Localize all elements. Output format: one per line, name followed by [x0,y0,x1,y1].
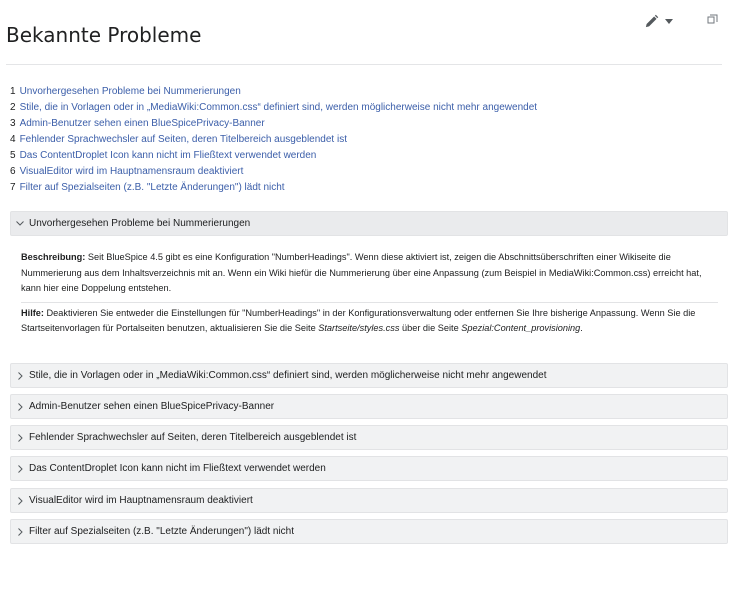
toc-link[interactable]: VisualEditor wird im Hauptnamensraum deaktiviert [19,166,244,177]
accordion-title: Das ContentDroplet Icon kann nicht im Fließtext verwendet werden [29,463,326,474]
accordion-open-section [10,211,728,337]
help-text: über die Seite [399,323,462,333]
accordion-section [10,519,728,544]
accordion-header[interactable] [10,363,728,388]
help-page-reference: Startseite/styles.css [318,323,400,333]
description-text: Seit BlueSpice 4.5 gibt es eine Konfiguration "NumberHeadings". Wenn diese aktiviert ist, zeigen die Abschnittsüberschriften einer Wikiseite die Nummerierung aus dem Inhaltsverzeichnis mit an. Wenn ein Wiki hiefür die Nummerierung über eine Anpassung (zum Beispiel in MediaWiki:Common.css) erreicht hat, kann hier eine Doppelung entstehen. [21,252,702,293]
description-paragraph [21,250,718,297]
toc-number: 1 [10,86,16,97]
toc-number: 3 [10,118,16,129]
accordion-section [10,394,728,419]
accordion-header[interactable] [10,394,728,419]
chevron-right-icon [11,528,29,536]
toc-number: 7 [10,182,16,193]
accordion-title: Admin-Benutzer sehen einen BlueSpicePrivacy-Banner [29,401,275,412]
section-divider [21,302,718,303]
chevron-down-icon [11,221,29,226]
accordion-header[interactable] [10,488,728,513]
chevron-down-icon [665,19,673,24]
toc-number: 5 [10,150,16,161]
chevron-right-icon [11,465,29,473]
toc-link[interactable]: Admin-Benutzer sehen einen BlueSpicePrivacy-Banner [19,118,265,129]
accordion-title: Filter auf Spezialseiten (z.B. "Letzte Änderungen") lädt nicht [29,526,295,537]
toc-item [10,132,537,148]
accordion-title: Fehlender Sprachwechsler auf Seiten, deren Titelbereich ausgeblendet ist [29,432,357,443]
chevron-right-icon [11,372,29,380]
accordion-section [10,488,728,513]
toc-item [10,164,537,180]
help-text: . [580,323,583,333]
help-paragraph [21,306,718,337]
help-text: Deaktivieren Sie entweder die Einstellungen für "NumberHeadings" in der Konfigurationsverwaltung oder entfernen Sie Ihre bisherige Anpassung. Wenn Sie die Startseitenvorlagen für Portalseiten benutzen, aktualisieren Sie die Seite [21,307,696,333]
accordion-title: Unvorhergesehen Probleme bei Nummerierungen [29,218,251,229]
toc-number: 6 [10,166,16,177]
accordion-section [10,363,728,388]
toc-link[interactable]: Unvorhergesehen Probleme bei Nummerierungen [19,86,241,97]
accordion-section [10,425,728,450]
fullscreen-icon [707,14,718,25]
title-divider [6,64,722,65]
accordion-title: Stile, die in Vorlagen oder in „MediaWiki:Common.css“ definiert sind, werden möglicherweise nicht mehr angewendet [29,370,547,381]
accordion-header[interactable] [10,425,728,450]
toc-link[interactable]: Das ContentDroplet Icon kann nicht im Fließtext verwendet werden [19,150,317,161]
toc-link[interactable]: Fehlender Sprachwechsler auf Seiten, deren Titelbereich ausgeblendet ist [19,134,347,145]
accordion-header[interactable] [10,519,728,544]
description-label: Beschreibung: [21,252,86,262]
page-tools [644,12,718,30]
fullscreen-button[interactable] [707,12,718,30]
pencil-icon [644,14,659,29]
accordion-title: VisualEditor wird im Hauptnamensraum deaktiviert [29,495,253,506]
toc-item [10,148,537,164]
accordion-header[interactable] [10,211,728,236]
table-of-contents [10,84,537,196]
accordion-header[interactable] [10,456,728,481]
chevron-right-icon [11,434,29,442]
chevron-right-icon [11,497,29,505]
accordion-section [10,456,728,481]
toc-link[interactable]: Stile, die in Vorlagen oder in „MediaWiki:Common.css“ definiert sind, werden möglicherweise nicht mehr angewendet [19,102,538,113]
edit-menu-button[interactable] [644,14,673,29]
toc-number: 4 [10,134,16,145]
toc-item [10,100,537,116]
help-page-reference: Spezial:Content_provisioning [461,323,581,333]
toc-number: 2 [10,102,16,113]
chevron-right-icon [11,403,29,411]
toc-item [10,84,537,100]
help-label: Hilfe: [21,307,44,318]
toc-link[interactable]: Filter auf Spezialseiten (z.B. "Letzte Änderungen") lädt nicht [19,182,285,193]
toc-item [10,116,537,132]
toc-item [10,180,537,196]
accordion-body [10,236,728,337]
page-title: Bekannte Probleme [6,23,202,48]
